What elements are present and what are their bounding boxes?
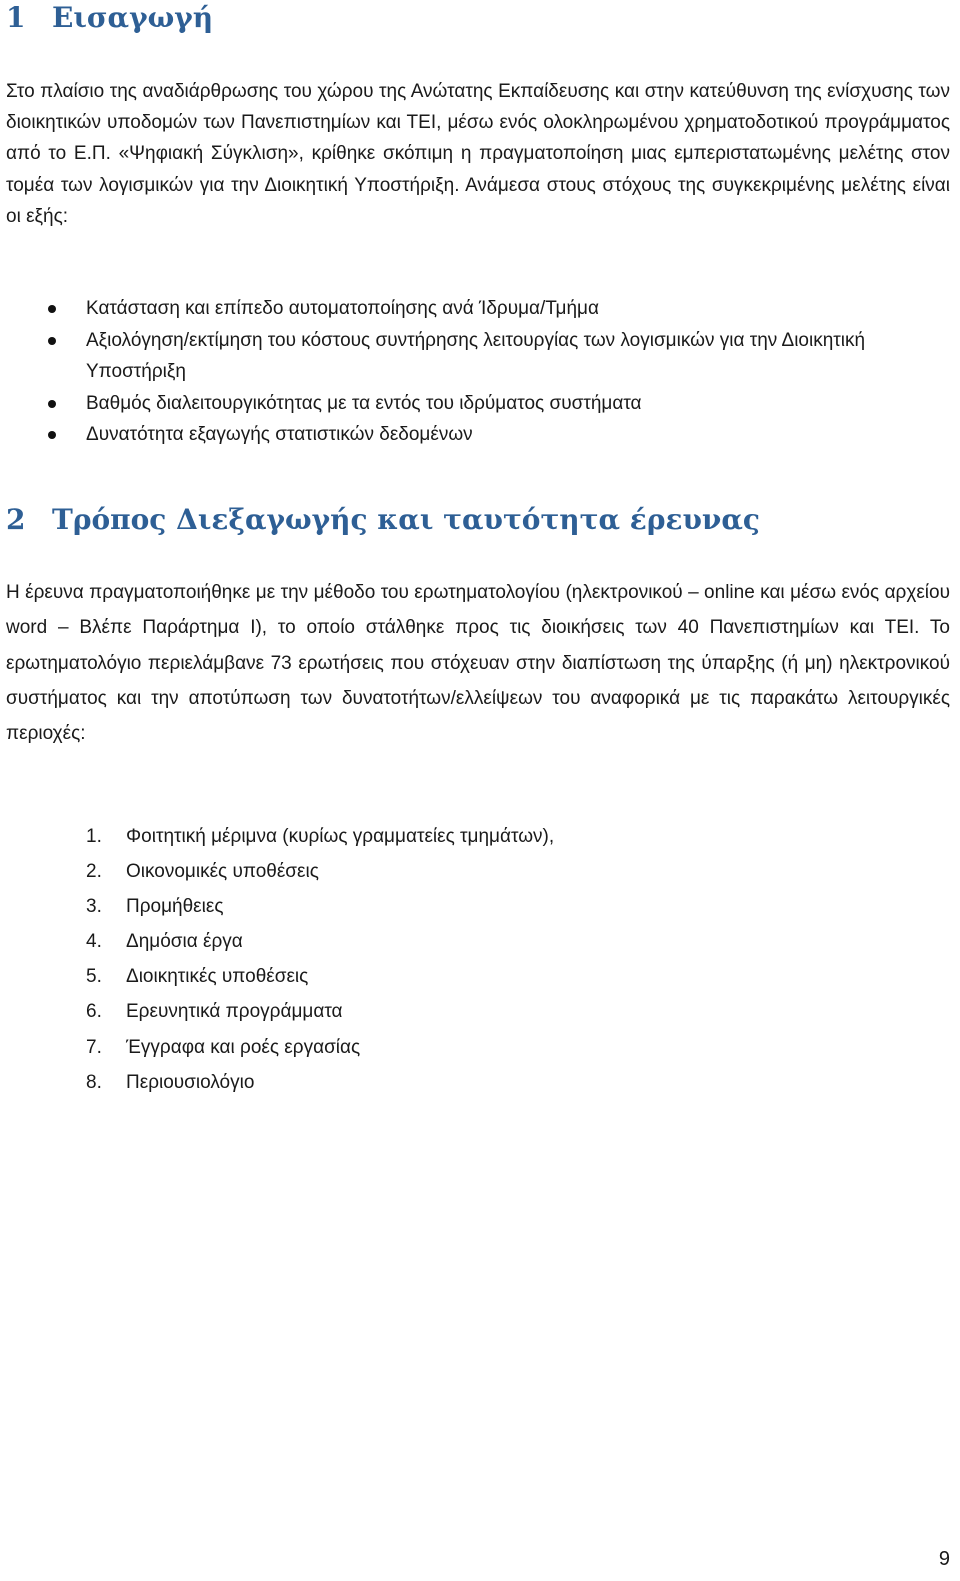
functional-areas-list: [6, 819, 554, 1100]
list-item: [6, 994, 554, 1029]
list-item: [6, 293, 950, 325]
list-item-text: Προμήθειες: [126, 896, 224, 918]
list-item-text: Κατάσταση και επίπεδο αυτοματοποίησης ανά Ίδρυμα/Τμήμα: [86, 298, 599, 319]
list-item: [6, 388, 950, 420]
section-2-heading: [6, 503, 760, 537]
list-item: [6, 854, 554, 889]
list-item-text: Δυνατότητα εξαγωγής στατιστικών δεδομένων: [86, 424, 473, 446]
list-item-text: Φοιτητική μέριμνα (κυρίως γραμματείες τμημάτων),: [126, 826, 555, 847]
list-item: [6, 819, 554, 854]
list-item: [6, 419, 950, 451]
list-item-number: 8.: [86, 1071, 102, 1093]
section-1-paragraph: Στο πλαίσιο της αναδιάρθρωσης του χώρου της Ανώτατης Εκπαίδευσης και στην κατεύθυνση της ενίσχυσης των διοικητικών υποδομών των Πανεπιστημίων και ΤΕΙ, μέσω ενός ολοκληρωμένου χρηματοδοτικού προγράμματος από το Ε.Π. «Ψηφιακή Σύγκλιση», κρίθηκε σκόπιμη η πραγματοποίηση μιας εμπεριστατωμένης μελέτης στον τομέα των λογισμικών για την Διοικητική Υποστήριξη. Ανάμεσα στους στόχους της συγκεκριμένης μελέτης είναι οι εξής:: [6, 81, 950, 227]
objectives-list: [6, 293, 950, 451]
bullet-icon: [48, 400, 56, 408]
list-item-text: Οικονομικές υποθέσεις: [126, 861, 319, 883]
list-item-number: 7.: [86, 1036, 102, 1058]
list-item-number: 2.: [86, 861, 102, 883]
list-item-text: Διοικητικές υποθέσεις: [126, 966, 309, 988]
section-1-number: 1: [6, 1, 26, 34]
list-item: [6, 889, 554, 924]
section-2-title: Τρόπος Διεξαγωγής και ταυτότητα έρευνας: [52, 503, 760, 536]
list-item-text: Δημόσια έργα: [126, 931, 243, 953]
list-item-number: 5.: [86, 966, 102, 988]
list-item-text: Περιουσιολόγιο: [126, 1071, 255, 1093]
list-item-text: Αξιολόγηση/εκτίμηση του κόστους συντήρησης λειτουργίας των λογισμικών για την Διοικητική Υποστήριξη: [86, 329, 866, 383]
section-1-heading: [6, 1, 213, 35]
section-2-paragraph: Η έρευνα πραγματοποιήθηκε με την μέθοδο του ερωτηματολογίου (ηλεκτρονικού – online και μέσω ενός αρχείου word – Βλέπε Παράρτημα Ι), το οποίο στάλθηκε προς τις διοικήσεις των 40 Πανεπιστημίων και ΤΕΙ. Το ερωτηματολόγιο περιελάμβανε 73 ερωτήσεις που στόχευαν στην διαπίστωση της ύπαρξης (ή μη) ηλεκτρονικού συστήματος και την αποτύπωση των δυνατοτήτων/ελλείψεων του αναφορικά με τις παρακάτω λειτουργικές περιοχές:: [6, 582, 950, 745]
list-item-number: 6.: [86, 1001, 102, 1023]
list-item-text: Έγγραφα και ροές εργασίας: [126, 1036, 361, 1058]
list-item: [6, 924, 554, 959]
bullet-icon: [48, 431, 56, 439]
list-item: [6, 1030, 554, 1065]
section-2-number: 2: [6, 503, 26, 536]
bullet-icon: [48, 337, 56, 345]
page-number: 9: [938, 1548, 950, 1570]
list-item: [6, 959, 554, 994]
list-item: [6, 1065, 554, 1100]
list-item-number: 3.: [86, 896, 102, 918]
list-item: [6, 325, 950, 388]
list-item-text: Ερευνητικά προγράμματα: [126, 1001, 343, 1023]
list-item-number: 1.: [86, 826, 102, 847]
section-1-title: Εισαγωγή: [52, 1, 214, 34]
bullet-icon: [48, 305, 56, 313]
list-item-text: Βαθμός διαλειτουργικότητας με τα εντός του ιδρύματος συστήματα: [86, 392, 642, 414]
list-item-number: 4.: [86, 931, 102, 953]
